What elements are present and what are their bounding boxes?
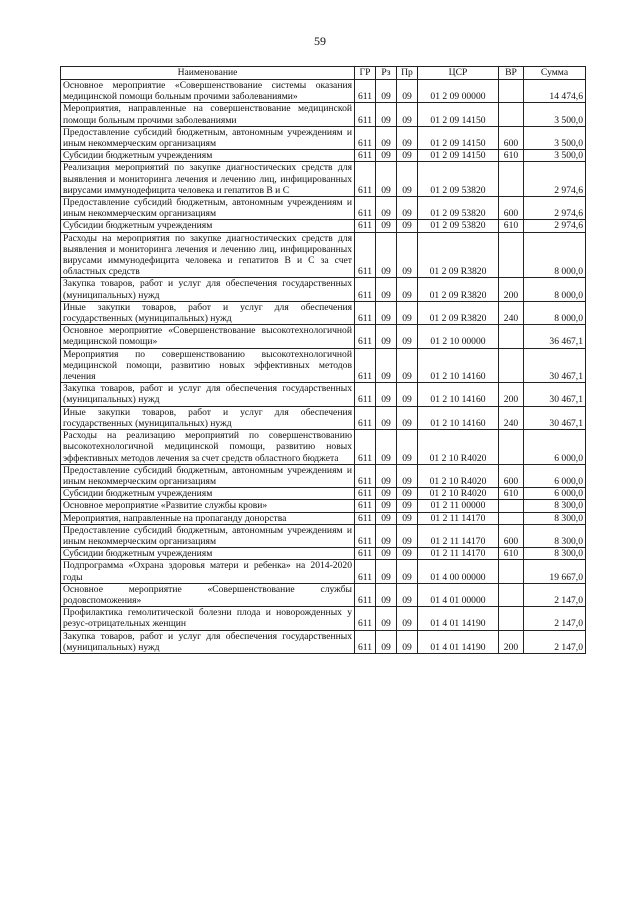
cell-name: Предоставление субсидий бюджетным, автономным учреждениям и иным некоммерческим организациям: [61, 464, 355, 487]
cell-rz: 09: [376, 548, 397, 560]
cell-pr: 09: [397, 103, 418, 126]
cell-csr: 01 2 10 00000: [418, 325, 499, 348]
cell-vr: 610: [499, 220, 524, 232]
cell-gr: 611: [355, 512, 376, 524]
cell-vr: 600: [499, 126, 524, 149]
cell-rz: 09: [376, 103, 397, 126]
cell-sum: 3 500,0: [524, 150, 586, 162]
cell-csr: 01 2 10 R4020: [418, 464, 499, 487]
cell-vr: 610: [499, 150, 524, 162]
table-row: [61, 406, 586, 429]
cell-gr: 611: [355, 630, 376, 653]
cell-pr: 09: [397, 197, 418, 220]
cell-pr: 09: [397, 232, 418, 278]
cell-sum: 8 000,0: [524, 278, 586, 301]
cell-vr: 240: [499, 406, 524, 429]
cell-rz: 09: [376, 348, 397, 383]
cell-sum: 2 974,6: [524, 220, 586, 232]
cell-csr: 01 2 09 R3820: [418, 278, 499, 301]
table-row: [61, 301, 586, 324]
cell-rz: 09: [376, 150, 397, 162]
cell-csr: 01 2 09 53820: [418, 220, 499, 232]
cell-csr: 01 2 09 14150: [418, 150, 499, 162]
cell-gr: 611: [355, 464, 376, 487]
cell-pr: 09: [397, 406, 418, 429]
cell-gr: 611: [355, 406, 376, 429]
cell-rz: 09: [376, 607, 397, 630]
cell-name: Основное мероприятие «Совершенствование высокотехнологичной медицинской помощи»: [61, 325, 355, 348]
cell-csr: 01 2 09 53820: [418, 162, 499, 197]
cell-vr: [499, 325, 524, 348]
cell-rz: 09: [376, 524, 397, 547]
cell-rz: 09: [376, 278, 397, 301]
cell-vr: [499, 232, 524, 278]
cell-sum: 30 467,1: [524, 383, 586, 406]
cell-gr: 611: [355, 220, 376, 232]
cell-vr: [499, 430, 524, 465]
cell-sum: 2 974,6: [524, 197, 586, 220]
cell-pr: 09: [397, 488, 418, 500]
cell-name: Подпрограмма «Охрана здоровья матери и ребенка» на 2014-2020 годы: [61, 560, 355, 583]
cell-vr: [499, 80, 524, 103]
cell-pr: 09: [397, 548, 418, 560]
cell-name: Закупка товаров, работ и услуг для обеспечения государственных (муниципальных) нужд: [61, 278, 355, 301]
cell-name: Расходы на мероприятия по закупке диагностических средств для выявления и мониторинга лечения и лечению лиц, инфицированных вирусами иммунодефицита человека и гепатитов В и С за счет областных средств: [61, 232, 355, 278]
cell-sum: 30 467,1: [524, 406, 586, 429]
cell-vr: [499, 607, 524, 630]
table-row: [61, 162, 586, 197]
cell-name: Основное мероприятие «Совершенствование системы оказания медицинской помощи больным прочими заболеваниями»: [61, 80, 355, 103]
cell-pr: 09: [397, 278, 418, 301]
table-row: [61, 325, 586, 348]
table-row: [61, 583, 586, 606]
table-row: [61, 232, 586, 278]
cell-gr: 611: [355, 348, 376, 383]
cell-pr: 09: [397, 348, 418, 383]
cell-gr: 611: [355, 383, 376, 406]
cell-vr: 610: [499, 548, 524, 560]
cell-name: Предоставление субсидий бюджетным, автономным учреждениям и иным некоммерческим организациям: [61, 197, 355, 220]
header-name: Наименование: [61, 67, 355, 80]
cell-name: Закупка товаров, работ и услуг для обеспечения государственных (муниципальных) нужд: [61, 383, 355, 406]
cell-pr: 09: [397, 126, 418, 149]
cell-vr: 600: [499, 464, 524, 487]
cell-vr: [499, 500, 524, 512]
cell-vr: 600: [499, 524, 524, 547]
header-rz: Рз: [376, 67, 397, 80]
cell-name: Мероприятия, направленные на совершенствование медицинской помощи больным прочими заболеваниями: [61, 103, 355, 126]
cell-sum: 8 000,0: [524, 232, 586, 278]
cell-sum: 2 147,0: [524, 630, 586, 653]
cell-rz: 09: [376, 80, 397, 103]
cell-name: Мероприятия по совершенствованию высокотехнологичной медицинской помощи, развитию новых эффективных методов лечения: [61, 348, 355, 383]
cell-pr: 09: [397, 220, 418, 232]
table-header-row: [61, 67, 586, 80]
cell-csr: 01 2 10 R4020: [418, 430, 499, 465]
cell-vr: 200: [499, 278, 524, 301]
header-gr: ГР: [355, 67, 376, 80]
table-row: [61, 548, 586, 560]
cell-sum: 8 000,0: [524, 301, 586, 324]
cell-gr: 611: [355, 500, 376, 512]
cell-gr: 611: [355, 103, 376, 126]
cell-rz: 09: [376, 488, 397, 500]
cell-gr: 611: [355, 301, 376, 324]
table-row: [61, 278, 586, 301]
cell-gr: 611: [355, 548, 376, 560]
cell-name: Реализация мероприятий по закупке диагностических средств для выявления и мониторинга лечения и лечению лиц, инфицированных вирусами иммунодефицита человека и гепатитов В и С: [61, 162, 355, 197]
table-row: [61, 524, 586, 547]
cell-csr: 01 4 00 00000: [418, 560, 499, 583]
cell-pr: 09: [397, 150, 418, 162]
cell-sum: 19 667,0: [524, 560, 586, 583]
cell-csr: 01 2 09 R3820: [418, 301, 499, 324]
cell-pr: 09: [397, 464, 418, 487]
cell-csr: 01 2 11 00000: [418, 500, 499, 512]
table-row: [61, 197, 586, 220]
cell-csr: 01 2 09 R3820: [418, 232, 499, 278]
cell-name: Закупка товаров, работ и услуг для обеспечения государственных (муниципальных) нужд: [61, 630, 355, 653]
cell-rz: 09: [376, 630, 397, 653]
budget-table: [60, 66, 586, 654]
table-row: [61, 607, 586, 630]
cell-gr: 611: [355, 583, 376, 606]
cell-name: Субсидии бюджетным учреждениям: [61, 548, 355, 560]
cell-csr: 01 2 09 00000: [418, 80, 499, 103]
cell-vr: 240: [499, 301, 524, 324]
table-row: [61, 220, 586, 232]
cell-csr: 01 2 10 14160: [418, 383, 499, 406]
cell-csr: 01 2 09 14150: [418, 103, 499, 126]
cell-gr: 611: [355, 162, 376, 197]
cell-csr: 01 2 10 14160: [418, 348, 499, 383]
cell-rz: 09: [376, 301, 397, 324]
cell-rz: 09: [376, 560, 397, 583]
cell-name: Мероприятия, направленные на пропаганду донорства: [61, 512, 355, 524]
cell-name: Субсидии бюджетным учреждениям: [61, 150, 355, 162]
cell-name: Предоставление субсидий бюджетным, автономным учреждениям и иным некоммерческим организациям: [61, 524, 355, 547]
page-number: 59: [314, 34, 326, 48]
table-row: [61, 103, 586, 126]
cell-name: Расходы на реализацию мероприятий по совершенствованию высокотехнологичной медицинской помощи, развитию новых эффективных методов лечения за счет средств областного бюджета: [61, 430, 355, 465]
header-sum: Сумма: [524, 67, 586, 80]
table-row: [61, 80, 586, 103]
cell-csr: 01 2 10 14160: [418, 406, 499, 429]
cell-sum: 14 474,6: [524, 80, 586, 103]
table-row: [61, 430, 586, 465]
cell-pr: 09: [397, 325, 418, 348]
header-csr: ЦСР: [418, 67, 499, 80]
cell-csr: 01 2 11 14170: [418, 524, 499, 547]
cell-pr: 09: [397, 301, 418, 324]
cell-pr: 09: [397, 607, 418, 630]
cell-sum: 6 000,0: [524, 430, 586, 465]
cell-csr: 01 2 10 R4020: [418, 488, 499, 500]
cell-pr: 09: [397, 80, 418, 103]
cell-rz: 09: [376, 430, 397, 465]
table-row: [61, 126, 586, 149]
cell-gr: 611: [355, 126, 376, 149]
cell-gr: 611: [355, 197, 376, 220]
cell-csr: 01 4 01 14190: [418, 630, 499, 653]
cell-csr: 01 4 01 14190: [418, 607, 499, 630]
cell-csr: 01 4 01 00000: [418, 583, 499, 606]
cell-sum: 6 000,0: [524, 464, 586, 487]
cell-sum: 8 300,0: [524, 512, 586, 524]
cell-sum: 2 147,0: [524, 583, 586, 606]
cell-vr: [499, 560, 524, 583]
cell-sum: 6 000,0: [524, 488, 586, 500]
cell-rz: 09: [376, 126, 397, 149]
cell-csr: 01 2 11 14170: [418, 548, 499, 560]
cell-pr: 09: [397, 524, 418, 547]
header-vr: ВР: [499, 67, 524, 80]
cell-vr: [499, 512, 524, 524]
table-row: [61, 488, 586, 500]
cell-gr: 611: [355, 524, 376, 547]
table-row: [61, 500, 586, 512]
table-row: [61, 512, 586, 524]
cell-csr: 01 2 09 53820: [418, 197, 499, 220]
cell-pr: 09: [397, 512, 418, 524]
cell-sum: 8 300,0: [524, 524, 586, 547]
cell-sum: 8 300,0: [524, 500, 586, 512]
cell-name: Профилактика гемолитической болезни плода и новорожденных у резус-отрицательных женщин: [61, 607, 355, 630]
cell-sum: 2 147,0: [524, 607, 586, 630]
cell-name: Иные закупки товаров, работ и услуг для обеспечения государственных (муниципальных) нужд: [61, 301, 355, 324]
cell-gr: 611: [355, 232, 376, 278]
cell-rz: 09: [376, 583, 397, 606]
table-row: [61, 150, 586, 162]
cell-rz: 09: [376, 232, 397, 278]
cell-name: Предоставление субсидий бюджетным, автономным учреждениям и иным некоммерческим организациям: [61, 126, 355, 149]
cell-rz: 09: [376, 500, 397, 512]
cell-pr: 09: [397, 500, 418, 512]
cell-pr: 09: [397, 383, 418, 406]
cell-rz: 09: [376, 464, 397, 487]
cell-gr: 611: [355, 80, 376, 103]
cell-name: Основное мероприятие «Развитие службы крови»: [61, 500, 355, 512]
table-row: [61, 630, 586, 653]
cell-sum: 3 500,0: [524, 103, 586, 126]
cell-vr: [499, 583, 524, 606]
cell-rz: 09: [376, 325, 397, 348]
cell-gr: 611: [355, 325, 376, 348]
table-row: [61, 383, 586, 406]
cell-vr: [499, 162, 524, 197]
table-row: [61, 464, 586, 487]
cell-rz: 09: [376, 512, 397, 524]
cell-vr: 200: [499, 630, 524, 653]
cell-sum: 8 300,0: [524, 548, 586, 560]
cell-csr: 01 2 09 14150: [418, 126, 499, 149]
cell-gr: 611: [355, 150, 376, 162]
cell-rz: 09: [376, 197, 397, 220]
cell-name: Субсидии бюджетным учреждениям: [61, 220, 355, 232]
cell-gr: 611: [355, 560, 376, 583]
cell-rz: 09: [376, 220, 397, 232]
cell-name: Основное мероприятие «Совершенствование службы родовспоможения»: [61, 583, 355, 606]
cell-name: Иные закупки товаров, работ и услуг для обеспечения государственных (муниципальных) нужд: [61, 406, 355, 429]
cell-sum: 2 974,6: [524, 162, 586, 197]
cell-gr: 611: [355, 488, 376, 500]
cell-sum: 30 467,1: [524, 348, 586, 383]
cell-rz: 09: [376, 162, 397, 197]
cell-rz: 09: [376, 406, 397, 429]
cell-vr: [499, 348, 524, 383]
cell-csr: 01 2 11 14170: [418, 512, 499, 524]
cell-pr: 09: [397, 560, 418, 583]
header-pr: Пр: [397, 67, 418, 80]
cell-vr: 600: [499, 197, 524, 220]
table-row: [61, 560, 586, 583]
cell-sum: 3 500,0: [524, 126, 586, 149]
cell-vr: 610: [499, 488, 524, 500]
cell-pr: 09: [397, 583, 418, 606]
cell-vr: [499, 103, 524, 126]
cell-vr: 200: [499, 383, 524, 406]
cell-sum: 36 467,1: [524, 325, 586, 348]
cell-pr: 09: [397, 162, 418, 197]
cell-name: Субсидии бюджетным учреждениям: [61, 488, 355, 500]
cell-rz: 09: [376, 383, 397, 406]
cell-gr: 611: [355, 430, 376, 465]
table-row: [61, 348, 586, 383]
cell-pr: 09: [397, 430, 418, 465]
cell-gr: 611: [355, 278, 376, 301]
cell-pr: 09: [397, 630, 418, 653]
cell-gr: 611: [355, 607, 376, 630]
